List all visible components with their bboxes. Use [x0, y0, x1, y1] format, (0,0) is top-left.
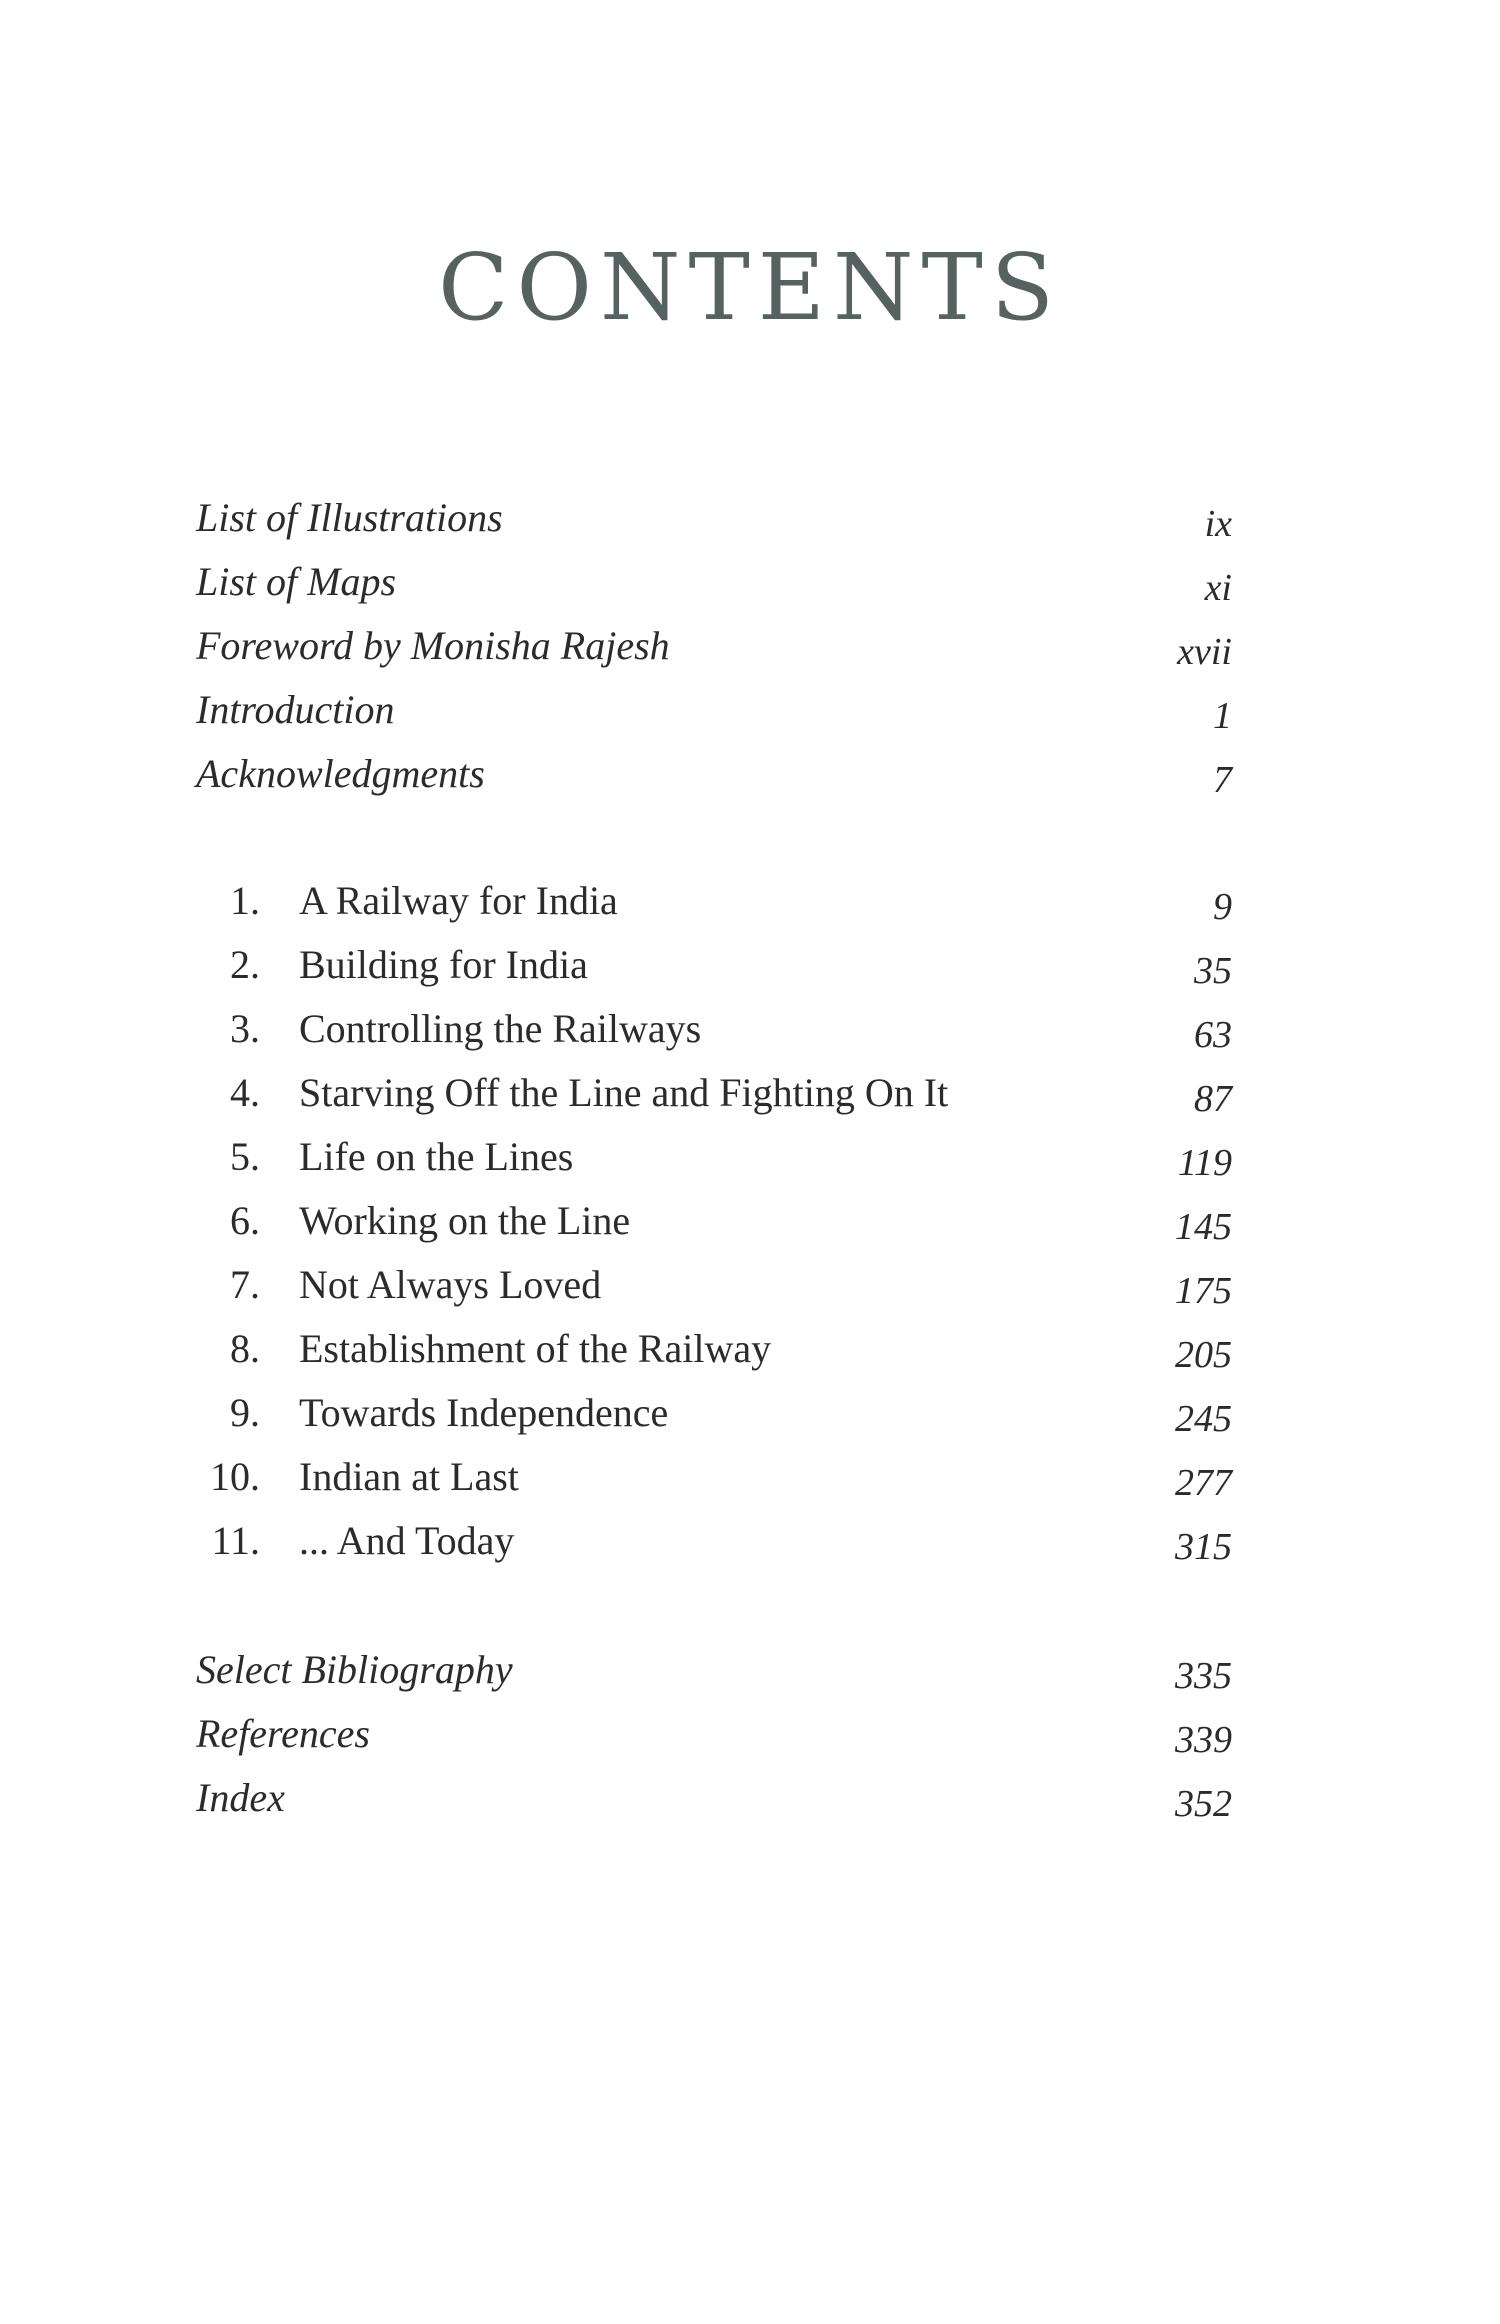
toc-entry-page: 87 — [1194, 1078, 1232, 1120]
page-title: CONTENTS — [438, 233, 1062, 341]
chapter-title: Building for India — [299, 942, 588, 987]
toc-chapter-1[interactable] — [196, 871, 1232, 931]
toc-entry-page: 277 — [1175, 1462, 1232, 1504]
toc-entry-label: List of Maps — [196, 559, 397, 604]
chapter-title: Starving Off the Line and Fighting On It — [299, 1070, 949, 1115]
toc-entry-page: 9 — [1213, 886, 1232, 928]
toc-entry-label: Select Bibliography — [196, 1647, 513, 1692]
chapter-title: Controlling the Railways — [299, 1006, 702, 1051]
toc-entry-page: 175 — [1175, 1270, 1232, 1312]
toc-chapter-11[interactable] — [196, 1511, 1232, 1571]
toc-entry-label: List of Illustrations — [196, 495, 503, 540]
toc-entry-page: 35 — [1194, 950, 1232, 992]
chapter-number: 10. — [210, 1454, 260, 1499]
toc-entry-page: 1 — [1213, 695, 1232, 737]
toc-entry-acknowledgments[interactable] — [196, 744, 1232, 804]
toc-chapter-8[interactable] — [196, 1319, 1232, 1379]
toc-entry-foreword[interactable] — [196, 616, 1232, 676]
toc-chapter-10[interactable] — [196, 1447, 1232, 1507]
toc-chapter-4[interactable] — [196, 1063, 1232, 1123]
chapter-number: 8. — [230, 1326, 260, 1371]
toc-entry-page: 339 — [1175, 1719, 1232, 1761]
toc-entry-references[interactable] — [196, 1704, 1232, 1764]
toc-entry-label: References — [196, 1711, 370, 1756]
chapter-title: ... And Today — [299, 1518, 515, 1563]
toc-entry-introduction[interactable] — [196, 680, 1232, 740]
chapter-number: 6. — [230, 1198, 260, 1243]
toc-entry-select-bibliography[interactable] — [196, 1640, 1232, 1700]
toc-entry-page: 145 — [1175, 1206, 1232, 1248]
chapter-number: 5. — [230, 1134, 260, 1179]
chapter-title: Not Always Loved — [299, 1262, 602, 1307]
chapter-number: 2. — [230, 942, 260, 987]
toc-entry-page: xi — [1204, 567, 1232, 609]
chapter-number: 4. — [230, 1070, 260, 1115]
toc-entry-page: xvii — [1177, 631, 1232, 673]
toc-entry-list-of-maps[interactable] — [196, 552, 1232, 612]
toc-entry-index[interactable] — [196, 1768, 1232, 1828]
toc-entry-page: ix — [1204, 503, 1232, 545]
toc-entry-page: 245 — [1175, 1398, 1232, 1440]
toc-entry-page: 352 — [1175, 1783, 1232, 1825]
toc-chapter-5[interactable] — [196, 1127, 1232, 1187]
chapter-title: Indian at Last — [299, 1454, 519, 1499]
toc-chapter-2[interactable] — [196, 935, 1232, 995]
toc-entry-page: 63 — [1194, 1014, 1232, 1056]
toc-entry-page: 315 — [1175, 1526, 1232, 1568]
chapter-title: Establishment of the Railway — [299, 1326, 772, 1371]
toc-chapter-3[interactable] — [196, 999, 1232, 1059]
chapter-number: 9. — [230, 1390, 260, 1435]
toc-entry-page: 119 — [1177, 1142, 1232, 1184]
toc-entry-page: 7 — [1213, 759, 1232, 801]
toc-chapter-7[interactable] — [196, 1255, 1232, 1315]
chapter-title: Towards Independence — [299, 1390, 669, 1435]
chapter-number: 11. — [211, 1518, 260, 1563]
toc-entry-label: Acknowledgments — [196, 751, 485, 796]
toc-entry-label: Foreword by Monisha Rajesh — [196, 623, 670, 668]
chapter-number: 1. — [230, 878, 260, 923]
chapter-title: Life on the Lines — [299, 1134, 574, 1179]
toc-entry-list-of-illustrations[interactable] — [196, 488, 1232, 548]
chapter-number: 7. — [230, 1262, 260, 1307]
toc-entry-label: Introduction — [196, 687, 395, 732]
toc-entry-page: 205 — [1175, 1334, 1232, 1376]
chapter-title: Working on the Line — [299, 1198, 631, 1243]
toc-entry-label: Index — [196, 1775, 285, 1820]
chapter-number: 3. — [230, 1006, 260, 1051]
toc-chapter-9[interactable] — [196, 1383, 1232, 1443]
toc-entry-page: 335 — [1175, 1655, 1232, 1697]
toc-chapter-6[interactable] — [196, 1191, 1232, 1251]
chapter-title: A Railway for India — [299, 878, 618, 923]
